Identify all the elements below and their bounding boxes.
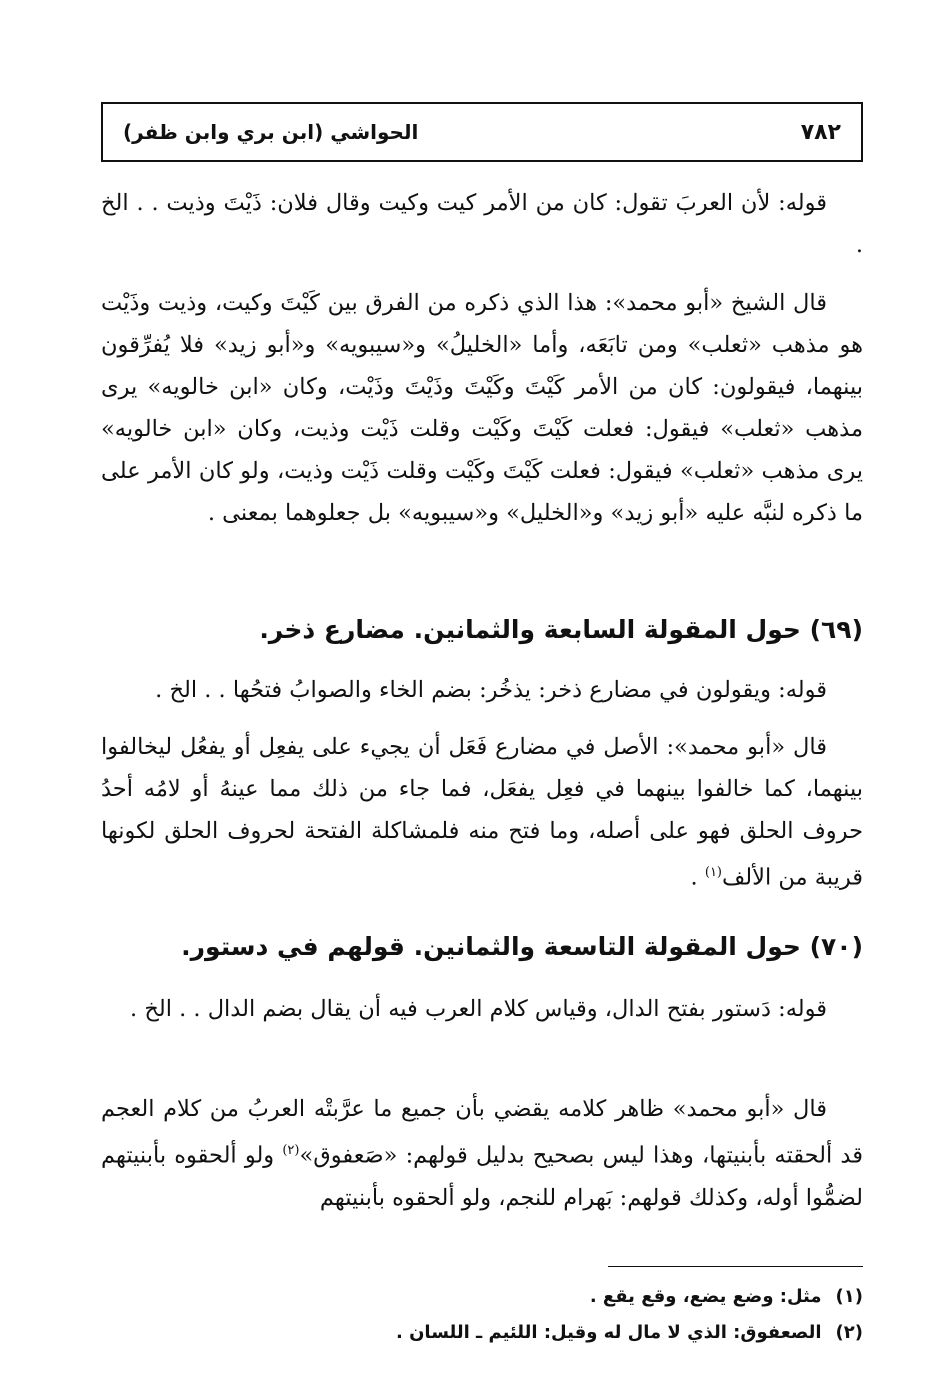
footnote-divider <box>608 1266 863 1267</box>
footnote-1-number: (١) <box>835 1286 863 1307</box>
footnote-1-text: مثل: وضع يضع، وقع يقع . <box>589 1286 822 1307</box>
paragraph-4-end: . <box>690 864 705 891</box>
footnote-2 <box>101 1315 863 1351</box>
paragraph-2 <box>101 282 863 534</box>
paragraph-4 <box>101 726 863 899</box>
footnote-ref-2[interactable]: (٢) <box>282 1143 300 1158</box>
paragraph-3 <box>101 669 863 711</box>
section-heading-69: (٦٩) حول المقولة السابعة والثمانين. مضارع ذخر. <box>259 615 863 644</box>
paragraph-1-text: قوله: لأن العربَ تقول: كان من الأمر كيت وكيت وقال فلان: ذَيْتَ وذيت . . الخ . <box>101 190 863 258</box>
paragraph-1 <box>101 182 863 266</box>
paragraph-6-text <box>101 1088 863 1219</box>
section-heading-70: (٧٠) حول المقولة التاسعة والثمانين. قولهم في دستور. <box>181 932 863 961</box>
paragraph-3-text: قوله: ويقولون في مضارع ذخر: يذخُر: بضم الخاء والصوابُ فتحُها . . الخ . <box>155 677 827 703</box>
page-number: ٧٨٢ <box>800 119 841 145</box>
footnote-2-number: (٢) <box>835 1322 863 1343</box>
paragraph-5-text: قوله: دَستور بفتح الدال، وقياس كلام العرب فيه أن يقال بضم الدال . . الخ . <box>130 996 827 1022</box>
paragraph-5 <box>101 988 863 1030</box>
footnotes <box>101 1279 863 1351</box>
footnote-1 <box>101 1279 863 1315</box>
paragraph-4-text <box>101 726 863 899</box>
paragraph-6-body-b: ولو ألحقوه بأبنيتهم لضمُّوا أوله، وكذلك قولهم: بَهرام للنجم، ولو ألحقوه بأبنيتهم <box>101 1142 863 1211</box>
footnote-2-text: الصعفوق: الذي لا مال له وقيل: اللئيم ـ اللسان . <box>395 1322 822 1343</box>
paragraph-6 <box>101 1088 863 1219</box>
paragraph-2-text: قال الشيخ «أبو محمد»: هذا الذي ذكره من الفرق بين كَيْتَ وكيت، وذيت وذَيْت هو مذهب «ثعلب» ومن تابَعَه، وأما «الخليلُ» و«سيبويه» و«أبو زيد» فلا يُفرِّقون بينهما، فيقولون: كان من الأمر كَيْتَ وكَيْتَ وذَيْتَ وذَيْت، وكان «ابن خالويه» يرى مذهب «ثعلب» فيقول: فعلت كَيْتَ وكَيْت وقلت ذَيْت وذيت، وكان «ابن خالويه» يرى مذهب «ثعلب» فيقول: فعلت كَيْتَ وكَيْت وقلت ذَيْت وذيت، ولو كان الأمر على ما ذكره لنبَّه عليه «أبو زيد» و«الخليل» و«سيبويه» بل جعلوهما بمعنى . <box>101 290 863 526</box>
paragraph-4-body: قال «أبو محمد»: الأصل في مضارع فَعَل أن يجيء على يفعِل أو يفعُل ليخالفوا بينهما، كما خالفوا بينهما في فعِل يفعَل، فما جاء من ذلك مما عينهُ أو لامُه أحدُ حروف الحلق فهو على أصله، وما فتح منه فلمشاكلة الفتحة لحروف الحلق لكونها قريبة من الألف <box>101 734 863 891</box>
footnote-ref-1[interactable]: (١) <box>704 865 722 880</box>
paragraph-6-body-a: قال «أبو محمد» ظاهر كلامه يقضي بأن جميع ما عرَّبتْه العربُ من كلام العجم قد ألحقته بأبنيتها، وهذا ليس بصحيح بدليل قولهم: «صَعفوق» <box>101 1096 863 1169</box>
running-title: الحواشي (ابن بري وابن ظفر) <box>123 120 419 144</box>
page-header <box>101 102 863 162</box>
